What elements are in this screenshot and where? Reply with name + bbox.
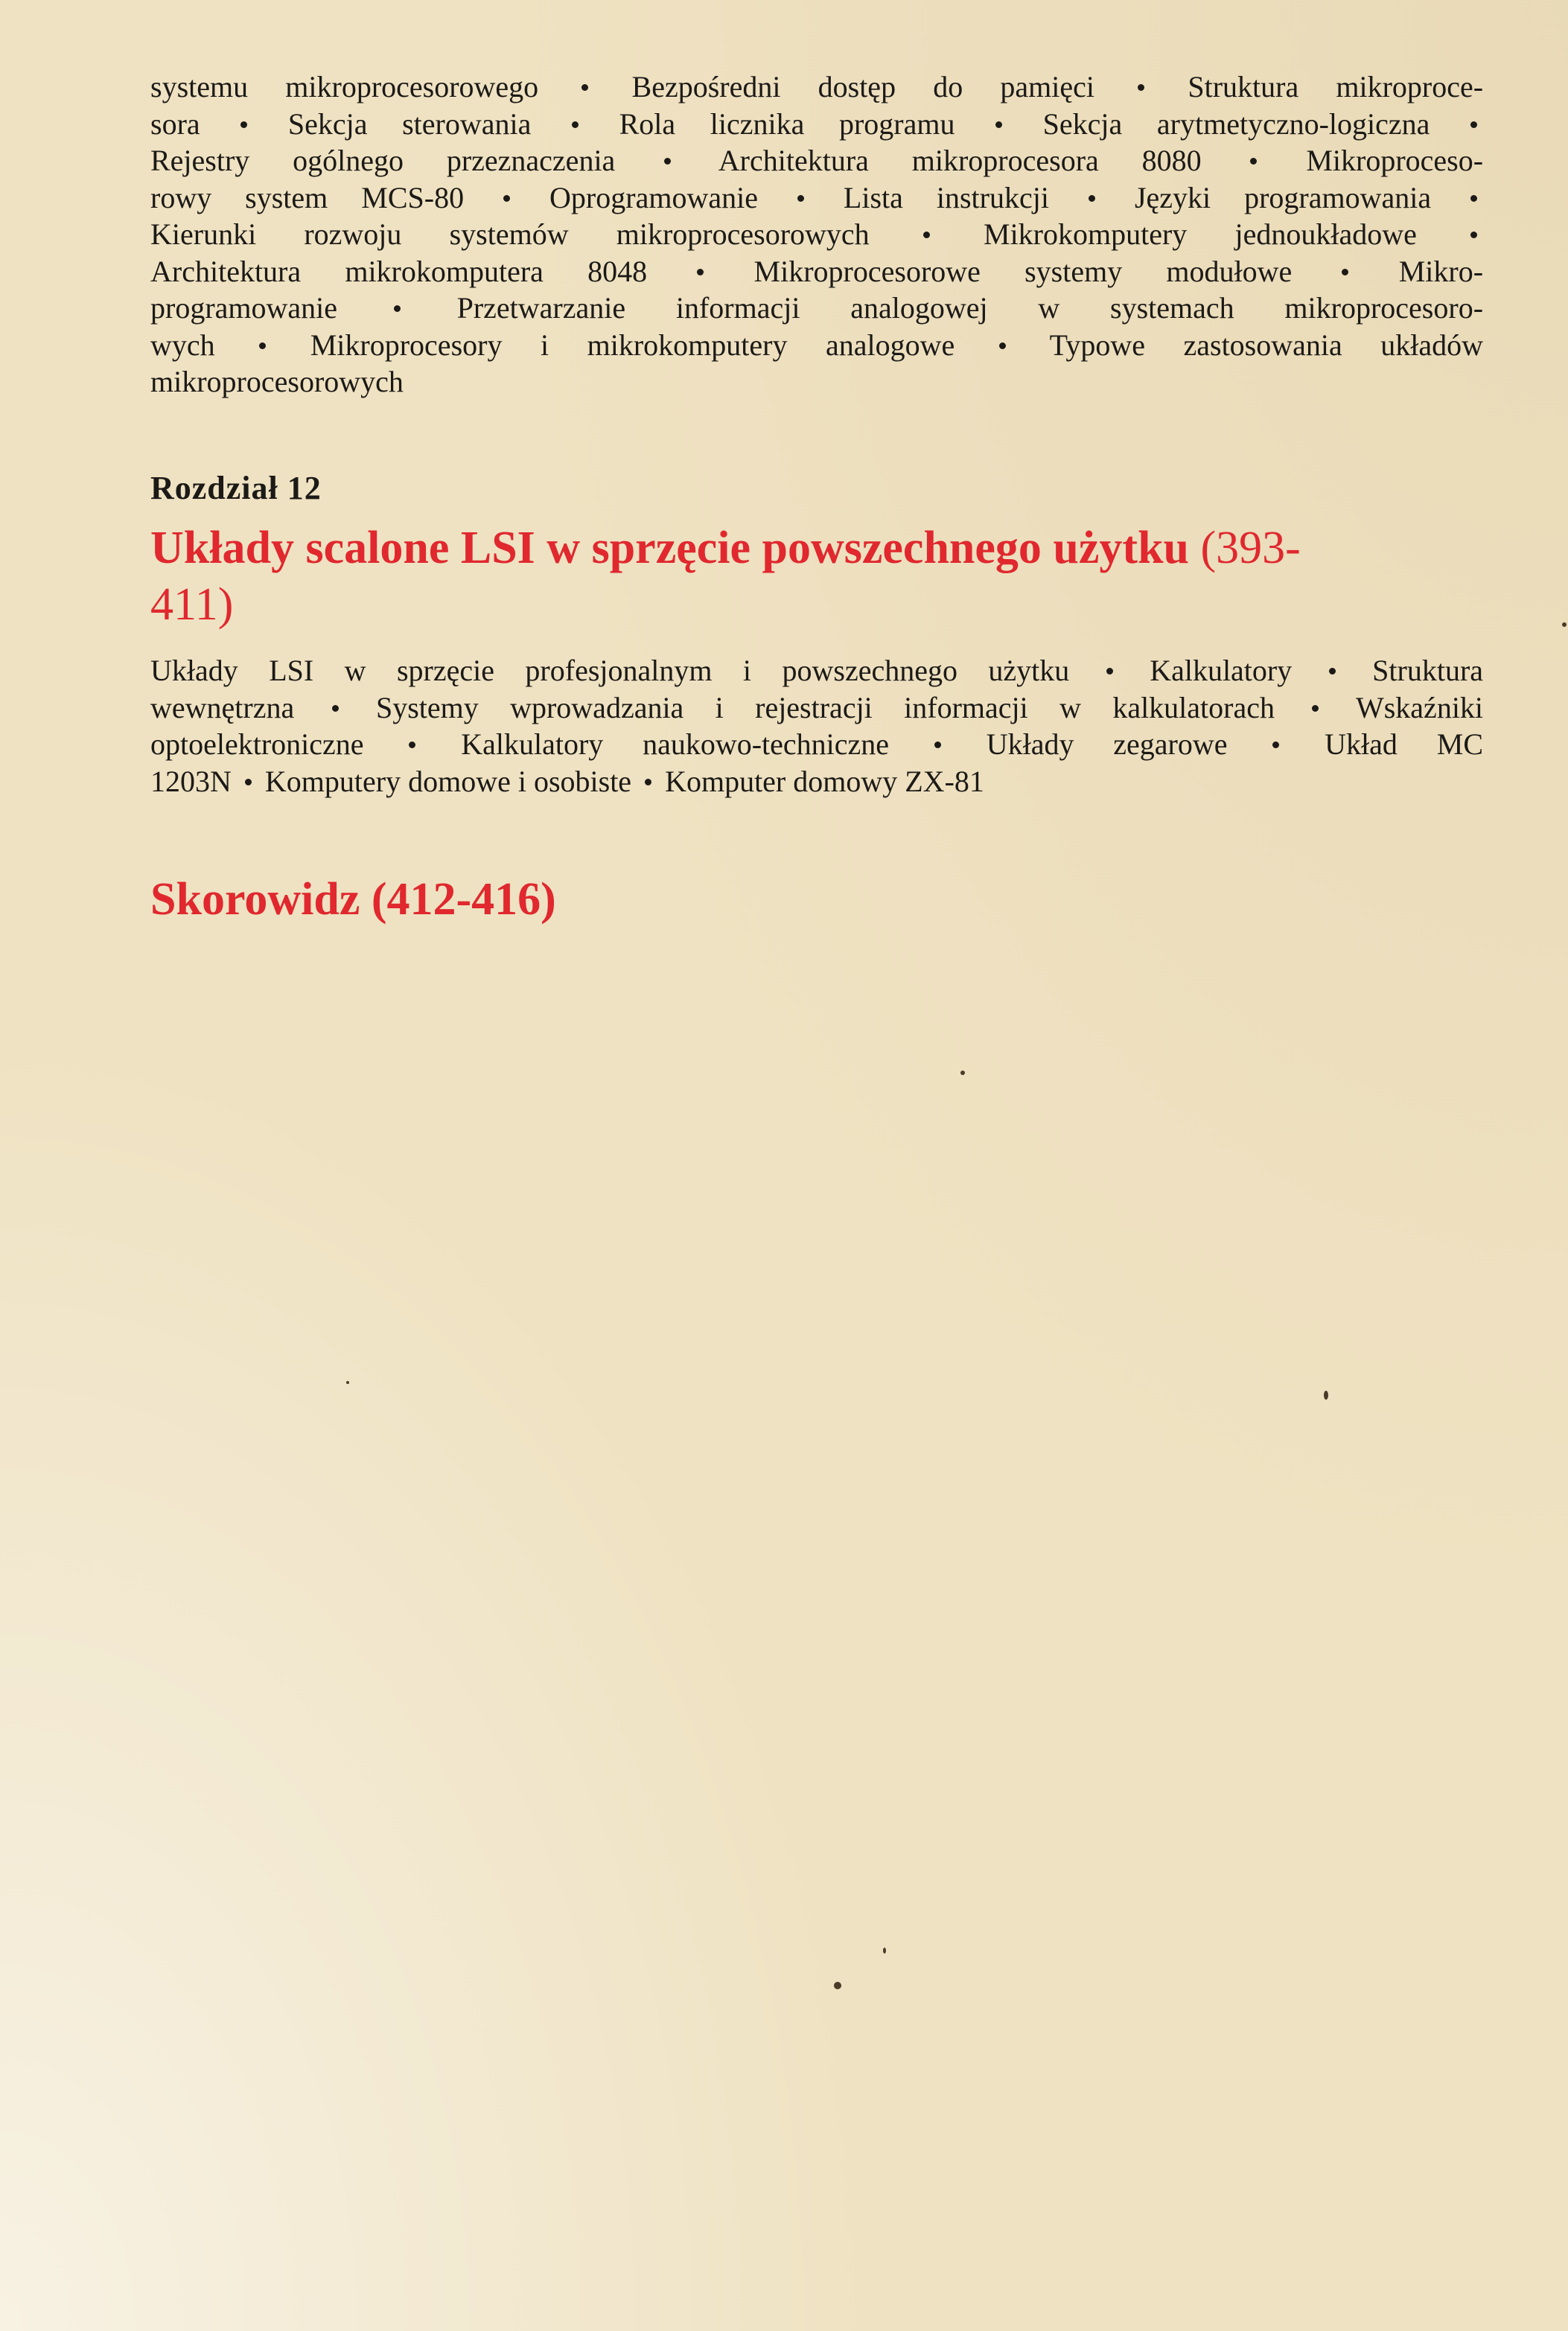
text-line [150, 689, 1483, 727]
topic-item: sora [150, 106, 200, 141]
topic-item: Mikrokomputery jednoukładowe [984, 217, 1417, 251]
topic-item: 1203N [150, 764, 232, 798]
chapter-title-text: Układy scalone LSI w sprzęcie powszechnego użytku [150, 523, 1190, 573]
topic-item: Lista instrukcji [843, 180, 1049, 214]
bullet-separator [923, 232, 930, 238]
bullet-separator [572, 121, 579, 128]
text-line [150, 142, 1483, 179]
text-line [150, 763, 1483, 800]
bullet-separator [1106, 668, 1113, 675]
paper-speck [960, 1071, 965, 1075]
bullet-separator [245, 779, 252, 785]
topic-item: Kierunki rozwoju systemów mikroprocesorowych [150, 217, 870, 251]
chapter-title [150, 520, 1483, 633]
bullet-separator [934, 742, 941, 748]
topic-item: wych [150, 328, 215, 362]
chapter-page-range-end: 411) [150, 579, 234, 630]
text-line [150, 179, 1483, 217]
bullet-separator [1089, 195, 1095, 202]
topic-item: Struktura [1372, 654, 1484, 687]
topic-item: Sekcja sterowania [287, 106, 532, 141]
topic-item: rowy system MCS-80 [150, 180, 465, 214]
topic-item: Architektura mikrokomputera 8048 [150, 254, 648, 288]
topic-item: Kalkulatory [1150, 654, 1293, 687]
topic-paragraph [150, 652, 1483, 800]
bullet-separator [995, 121, 1002, 128]
topic-item: Typowe zastosowania układów [1049, 328, 1484, 362]
text-line [150, 652, 1483, 689]
topic-item: Układy zegarowe [986, 727, 1228, 761]
topic-item: Komputer domowy ZX-81 [665, 764, 984, 798]
bullet-separator [1470, 121, 1477, 128]
topic-item: Kalkulatory naukowo-techniczne [461, 727, 890, 761]
topic-item: Struktura mikroproce- [1188, 70, 1484, 103]
bullet-separator [332, 705, 339, 712]
chapter-page-range-start: (393- [1200, 523, 1301, 573]
topic-item: Układ MC [1325, 727, 1483, 761]
topic-item: wewnętrzna [150, 690, 295, 724]
bullet-separator [240, 121, 247, 128]
text-line [150, 253, 1483, 290]
topic-item: systemu mikroprocesorowego [150, 70, 539, 103]
bullet-separator [797, 195, 804, 202]
bullet-separator [999, 342, 1006, 349]
bullet-separator [1138, 84, 1144, 91]
topic-item: programowanie [150, 291, 338, 325]
text-line [150, 68, 1483, 106]
paper-speck [883, 1948, 886, 1954]
topic-item: Oprogramowanie [549, 180, 758, 214]
bullet-separator [1470, 232, 1477, 238]
topic-item: Architektura mikroprocesora 8080 [718, 144, 1202, 177]
index-page-range: (412-416) [371, 874, 556, 925]
chapter-label: Rozdział 12 [150, 470, 322, 506]
previous-chapter-topics [150, 68, 1483, 401]
topic-item: Języki programowania [1134, 180, 1432, 214]
bullet-separator [1470, 195, 1477, 202]
text-line [150, 290, 1483, 327]
topic-item: Komputery domowe i osobiste [264, 764, 632, 798]
topic-paragraph [150, 68, 1483, 401]
topic-item: Układy LSI w sprzęcie profesjonalnym i powszechnego użytku [150, 654, 1070, 687]
bullet-separator [1342, 269, 1348, 275]
paper-speck [346, 1381, 349, 1384]
text-line [150, 327, 1483, 364]
topic-item: Mikro- [1398, 254, 1484, 288]
text-line [150, 216, 1483, 253]
index-title-text: Skorowidz [150, 874, 360, 925]
chapter-12-topics [150, 652, 1483, 800]
bullet-separator [697, 269, 704, 275]
bullet-separator [1329, 668, 1336, 675]
paper-speck [1324, 1391, 1328, 1400]
bullet-separator [581, 84, 588, 91]
topic-item: Przetwarzanie informacji analogowej w systemach mikroprocesoro- [456, 291, 1484, 325]
index-title [150, 871, 556, 928]
bullet-separator [1272, 742, 1279, 748]
topic-item: Sekcja arytmetyczno-logiczna [1042, 106, 1430, 141]
topic-item: Mikroprocesory i mikrokomputery analogowe [310, 328, 955, 362]
text-line [150, 726, 1483, 763]
paper-speck [1562, 622, 1567, 627]
bullet-separator [1250, 158, 1257, 165]
bullet-separator [394, 305, 401, 312]
text-line [150, 363, 1483, 401]
topic-item: optoelektroniczne [150, 727, 364, 761]
topic-item: Rola licznika programu [619, 106, 955, 141]
bullet-separator [503, 195, 510, 202]
topic-item: Mikroproceso- [1306, 144, 1484, 177]
paper-speck [834, 1982, 841, 1989]
topic-item: Systemy wprowadzania i rejestracji informacji w kalkulatorach [375, 690, 1275, 724]
bullet-separator [664, 158, 671, 165]
topic-item: mikroprocesorowych [150, 365, 404, 398]
bullet-separator [645, 779, 651, 785]
topic-item: Mikroprocesorowe systemy modułowe [753, 254, 1293, 288]
bullet-separator [1312, 705, 1319, 712]
bullet-separator [409, 742, 415, 748]
topic-item: Bezpośredni dostęp do pamięci [631, 70, 1094, 103]
bullet-separator [259, 342, 266, 349]
topic-item: Wskaźniki [1355, 690, 1484, 724]
topic-item: Rejestry ogólnego przeznaczenia [150, 144, 616, 177]
text-line [150, 106, 1483, 143]
